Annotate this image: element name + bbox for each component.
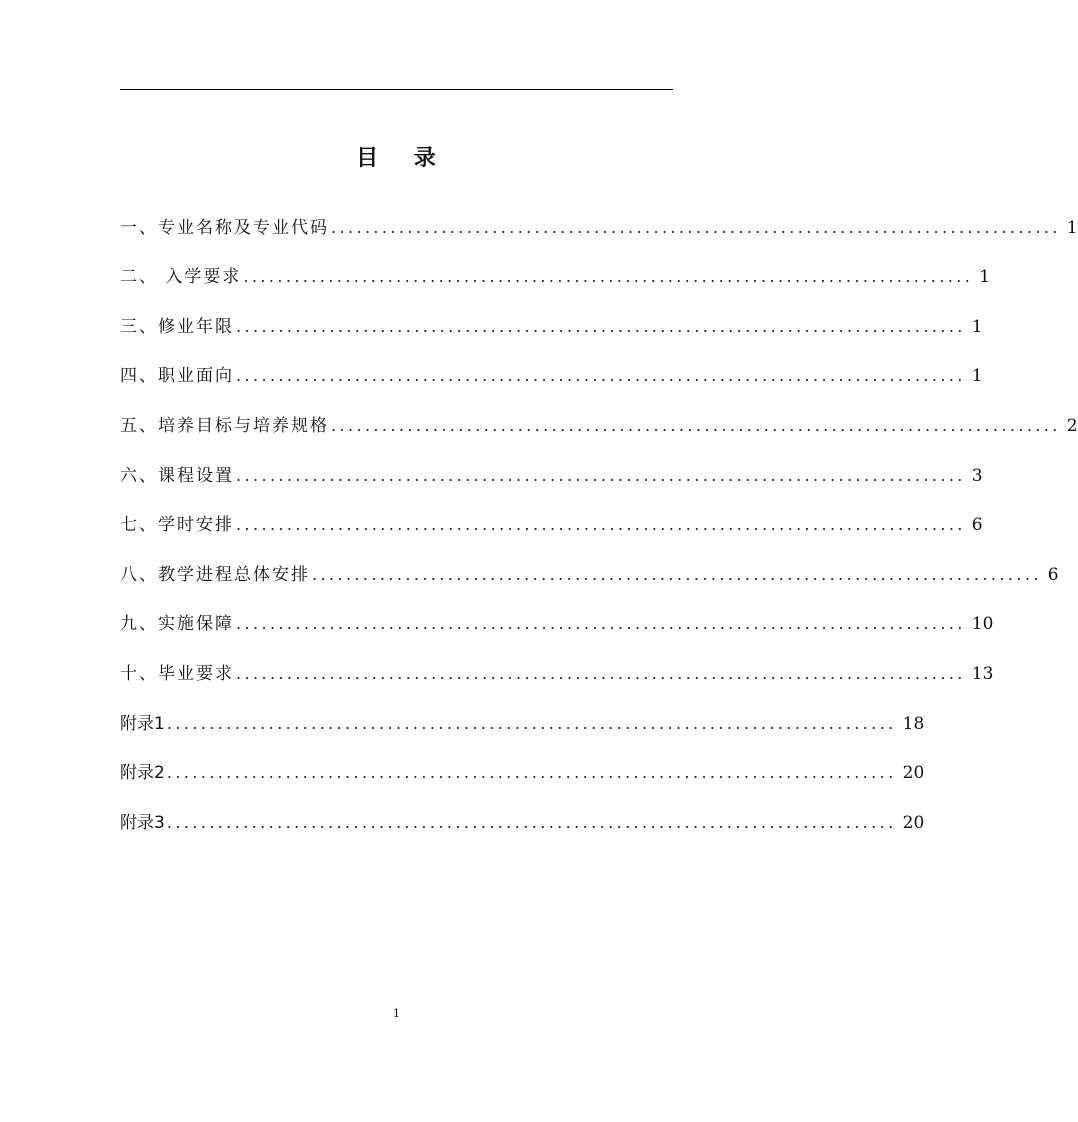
toc-entry-label: 附录1 [120,713,165,734]
toc-entry-page: 13 [971,663,994,684]
toc-title: 目 录 [356,146,437,171]
toc-entry-professional-name[interactable] [120,191,1078,241]
toc-dot-leader: ...................................................................................... [236,614,966,634]
toc-entry-page: 1 [979,267,991,288]
toc-entry-objectives[interactable] [120,389,1078,439]
toc-entry-label: 十、毕业要求 [120,663,234,684]
toc-entry-page: 1 [971,316,983,337]
toc-dot-leader: ...................................................................................... [236,316,966,336]
toc-entry-label: 附录2 [120,763,165,784]
toc-dot-leader: ...................................................................................... [236,663,966,683]
toc-entry-career[interactable] [120,340,983,390]
toc-entry-admission[interactable] [120,241,991,291]
toc-entry-appendix-3[interactable] [120,786,925,836]
toc-entry-page: 6 [1047,564,1059,585]
toc-entry-appendix-2[interactable] [120,737,925,787]
toc-dot-leader: ...................................................................................... [166,713,897,733]
toc-dot-leader: ...................................................................................... [312,564,1042,584]
toc-dot-leader: ...................................................................................... [236,366,966,386]
toc-dot-leader: ...................................................................................... [166,812,897,832]
toc-entry-label: 二、 入学要求 [120,267,242,288]
toc-entry-page: 1 [971,366,983,387]
toc-dot-leader: ...................................................................................... [331,415,1061,435]
toc-dot-leader: ...................................................................................... [243,267,974,287]
toc-entry-label: 九、实施保障 [120,614,234,635]
header-rule [120,89,673,90]
toc-entry-hours[interactable] [120,489,983,539]
toc-dot-leader: ...................................................................................... [331,217,1061,237]
toc-entry-duration[interactable] [120,290,983,340]
toc-entry-appendix-1[interactable] [120,687,925,737]
toc-list [120,191,1078,836]
toc-entry-label: 附录3 [120,812,165,833]
toc-entry-label: 五、培养目标与培养规格 [120,415,329,436]
toc-entry-page: 20 [902,812,925,833]
toc-entry-page: 1 [1066,217,1078,238]
toc-entry-implementation[interactable] [120,588,994,638]
toc-entry-page: 10 [971,614,994,635]
toc-entry-page: 3 [971,465,983,486]
toc-entry-page: 20 [902,763,925,784]
toc-entry-label: 八、教学进程总体安排 [120,564,310,585]
toc-dot-leader: ...................................................................................... [236,465,966,485]
toc-entry-page: 6 [971,515,983,536]
toc-entry-label: 六、课程设置 [120,465,234,486]
toc-dot-leader: ...................................................................................... [236,515,966,535]
toc-entry-label: 一、专业名称及专业代码 [120,217,329,238]
toc-entry-page: 18 [902,713,925,734]
toc-entry-page: 2 [1066,415,1078,436]
toc-entry-curriculum[interactable] [120,439,983,489]
toc-entry-schedule[interactable] [120,538,1059,588]
toc-entry-graduation[interactable] [120,637,994,687]
toc-entry-label: 四、职业面向 [120,366,234,387]
toc-entry-label: 三、修业年限 [120,316,234,337]
toc-dot-leader: ...................................................................................... [166,763,897,783]
toc-entry-label: 七、学时安排 [120,515,234,536]
page-number: 1 [393,1007,400,1020]
